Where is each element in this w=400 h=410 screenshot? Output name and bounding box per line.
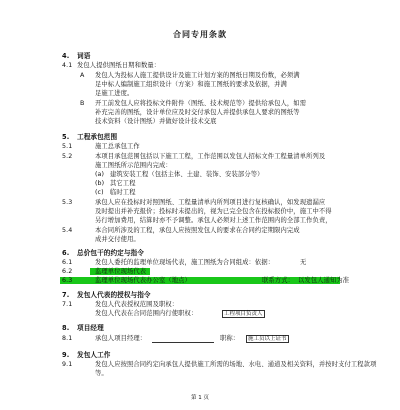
section-7-number: 7. <box>62 291 70 299</box>
clause-9-1-text-2: 等。 <box>95 370 108 377</box>
item-a-text-3: 足施工进度。 <box>95 90 134 97</box>
clause-5-4-number: 5.4 <box>62 227 73 234</box>
clause-4-1-text: 发包人提供图纸日期和数量： <box>77 62 161 69</box>
clause-6-2-text: 监理单位现场代表 <box>95 268 147 275</box>
section-9-heading: 发包人工作 <box>77 351 111 359</box>
clause-5-3-text-2: 及时提出并补充报价；投标时未提出的，视为已完全包含在投标报价中，施工中不得 <box>95 208 332 215</box>
clause-7-1-text: 发包人代表授权范围及职权： <box>95 301 179 308</box>
section-6-heading: 总价包干的约定与指令 <box>77 249 144 257</box>
clause-9-1-number: 9.1 <box>62 361 73 368</box>
clause-5-1-number: 5.1 <box>62 143 73 150</box>
section-9-number: 9. <box>62 351 70 359</box>
clause-8-1-text: 承包人项目经理： <box>95 335 147 342</box>
item-a-text-2: 足中标人编制施工组织设计（方案）和施工图纸的要求及依据，并满 <box>95 81 287 88</box>
section-5-number: 5. <box>62 133 70 141</box>
section-6-number: 6. <box>62 249 70 257</box>
item-b-text-3: 技术资料（设计图纸）并做好设计技术交底 <box>95 118 217 125</box>
page-footer: 第 1 页 <box>191 395 209 401</box>
rep-title-box: 工程项目负责人 <box>224 311 263 317</box>
clause-8-1-number: 8.1 <box>62 335 73 342</box>
clause-6-3-text: 监理单位现场代表办公室（地点） <box>95 277 191 284</box>
clause-5-2-text-2: 施工图纸所示范围内完成： <box>95 162 172 169</box>
section-5-heading: 工程承包范围 <box>77 133 118 141</box>
item-5a-label: (a) <box>95 171 105 178</box>
clause-9-1-text-1: 发包人应按照合同约定向承包人提供施工所需的场地、水电、通道及相关资料，并按时支付工程款项 <box>95 361 377 368</box>
section-4-number: 4. <box>62 52 70 60</box>
item-5b-text: 其它工程 <box>110 180 136 187</box>
item-a-text-1: 发包人为投标人施工提供设计及施工计划方案的图纸日期及份数，必须满 <box>95 72 300 79</box>
item-a-label: A <box>80 72 85 79</box>
clause-5-2-number: 5.2 <box>62 153 73 160</box>
clause-5-2-text-1: 本项目承包范围包括以下施工工程，工作范围以发包人招标文件工程量清单所列及 <box>95 153 326 160</box>
clause-5-4-text-1: 本合同所涉及的工程，承包人应按照发包人的要求在合同约定期限内完成 <box>95 227 300 234</box>
clause-6-2-number: 6.2 <box>62 268 73 275</box>
page-title: 合同专用条款 <box>173 30 227 39</box>
clause-6-1-number: 6.1 <box>62 259 73 266</box>
clause-5-1-text: 施工总承包工作 <box>95 143 140 150</box>
clause-8-1-label: 职称： <box>220 335 240 342</box>
item-b-label: B <box>80 100 85 107</box>
pm-name-underline <box>152 342 214 343</box>
item-b-text-1: 开工前发包人应将投标文件附件（图纸、技术规范等）提供给承包人，如需 <box>95 100 307 107</box>
item-5b-label: (b) <box>95 180 105 187</box>
item-5a-text: 建筑安装工程（包括主体、土建、装饰、安装部分等） <box>110 171 264 178</box>
clause-6-3-number: 6.3 <box>62 277 73 284</box>
section-8-heading: 项目经理 <box>77 324 104 332</box>
clause-4-1-number: 4.1 <box>62 62 73 69</box>
clause-6-3-value: 以发包人通知为准 <box>298 277 350 284</box>
clause-7-2-text: 发包人代表在合同范围内行使职权： <box>95 310 198 317</box>
clause-5-3-number: 5.3 <box>62 199 73 206</box>
clause-6-1-text: 发包人委托的监理单位现场代表，施工图纸为合同组成：依据： <box>95 259 275 266</box>
clause-7-1-number: 7.1 <box>62 301 73 308</box>
clause-6-3-label: 联系方式： <box>262 277 294 284</box>
item-5c-text: 临时工程 <box>110 189 136 196</box>
section-4-heading: 词语 <box>77 52 91 60</box>
item-b-text-2: 补充完善的图纸，设计单位应及时交付承包人并提供承包人要求的图纸等 <box>95 109 300 116</box>
item-5c-label: (c) <box>95 189 104 196</box>
clause-5-3-text-3: 另行增加费用，结算时亦不予调整。承包人必须对上述工作范围内的全部工作负责， <box>95 217 332 224</box>
clause-6-1-value: 无 <box>300 259 307 266</box>
clause-5-3-text-1: 承包人应在投标时对照图纸、工程量清单内所列项目进行复核确认，如发现遗漏应 <box>95 199 326 206</box>
pm-title-box: 施工员以上证书 <box>248 336 287 342</box>
section-8-number: 8. <box>62 324 70 332</box>
clause-5-4-text-2: 成并交付使用。 <box>95 236 140 243</box>
section-7-heading: 发包人代表的授权与指令 <box>77 291 151 299</box>
